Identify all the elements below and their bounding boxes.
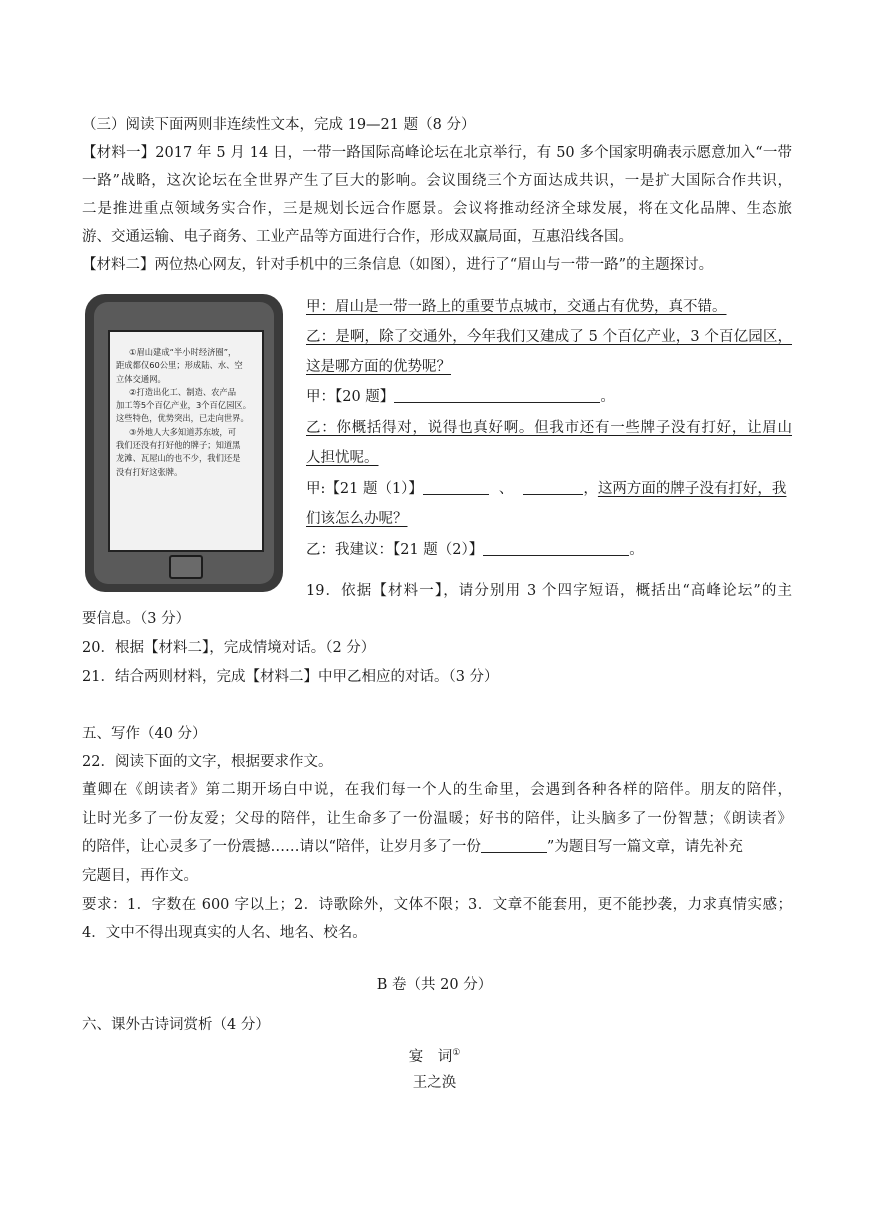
dialogue-line-3 — [306, 357, 792, 377]
dialogue-text: 乙：我建议：【21 题（2）】 — [306, 542, 484, 558]
prompt-text: ”为题目写一篇文章，请先补充 — [546, 839, 743, 855]
answer-blank-21-2[interactable] — [483, 541, 629, 556]
question-19-line-1: 19．依据【材料一】，请分别用 3 个四字短语，概括出“高峰论坛”的主 — [306, 583, 792, 599]
dialogue-text: 们该怎么办呢？ — [306, 511, 408, 527]
poem-title — [0, 1043, 869, 1067]
phone-line: 龙滩、瓦屋山的也不少，我们还是 — [116, 453, 241, 464]
dialogue-text: 甲：眉山是一带一路上的重要节点城市，交通占有优势，真不错。 — [306, 299, 727, 315]
phone-line: 这些特色，优势突出，已走向世界。 — [116, 413, 249, 424]
dialogue-text: 甲:【21 题（1）】 — [306, 481, 423, 497]
requirements-line-1: 要求：1．字数在 600 字以上；2．诗歌除外，文体不限；3．文章不能套用，更不能抄袭，力求真情实感； — [82, 897, 792, 913]
dialogue-text: 乙：是啊，除了交通外，今年我们又建成了 5 个百亿产业，3 个百亿园区， — [306, 329, 792, 345]
phone-home-button-icon — [169, 555, 203, 579]
question-19-line-2: 要信息。（3 分） — [82, 611, 191, 627]
dialogue-line-8 — [306, 509, 792, 529]
requirements-line-2: 4．文中不得出现真实的人名、地名、校名。 — [82, 925, 367, 941]
answer-blank-21-1b[interactable] — [523, 480, 583, 495]
dialogue-line-2 — [306, 327, 792, 347]
phone-line: 没有打好这张牌。 — [116, 466, 183, 477]
dialogue-line-6 — [306, 448, 792, 468]
part-b-heading: B 卷（共 20 分） — [376, 977, 493, 993]
poem-author: 王之涣 — [412, 1075, 457, 1091]
prompt-text: 的陪伴，让心灵多了一份震撼……请以“陪伴，让岁月多了一份 — [82, 839, 481, 855]
dialogue-text: 、 — [498, 481, 514, 497]
phone-line: ①眉山建成“半小时经济圈”， — [129, 347, 237, 357]
phone-screen — [108, 330, 264, 552]
phone-body — [94, 302, 274, 584]
phone-line: ③外地人大多知道苏东坡，可 — [129, 426, 237, 437]
dialogue-text: 乙：你概括得对，说得也真好啊。但我市还有一些牌子没有打好，让眉山 — [306, 420, 792, 436]
poem-footnote-mark: ① — [452, 1048, 461, 1058]
dialogue-line-4 — [306, 387, 792, 407]
prompt-line-2: 让时光多了一份友爱；父母的陪伴，让生命多了一份温暖；好书的陪伴，让头脑多了一份智慧；《朗读者》 — [82, 811, 792, 827]
material-1-line-4: 游、交通运输、电子商务、工业产品等方面进行合作，形成双赢局面，互惠沿线各国。 — [82, 229, 633, 245]
dialogue-line-5 — [306, 418, 792, 438]
phone-illustration — [85, 294, 283, 592]
section-3-heading: （三）阅读下面两则非连续性文本，完成 19—21 题（8 分） — [82, 117, 476, 133]
phone-line: 距成都仅60公里；形成陆、水、空 — [116, 360, 243, 371]
section-6-heading: 六、课外古诗词赏析（4 分） — [82, 1017, 270, 1033]
answer-blank-20[interactable] — [394, 388, 600, 403]
phone-line: 我们还没有打好他的牌子；知道黑 — [116, 440, 241, 451]
dialogue-text: 。 — [629, 542, 644, 558]
material-1-line-1: 【材料一】2017 年 5 月 14 日，一带一路国际高峰论坛在北京举行，有 50 多个国家明确表示愿意加入“一带 — [82, 145, 792, 161]
material-1-line-2: 一路”战略，这次论坛在全世界产生了巨大的影响。会议围绕三个方面达成共识，一是扩大国际合作共识， — [82, 173, 792, 189]
section-5-heading: 五、写作（40 分） — [82, 726, 207, 742]
dialogue-text: 甲：【20 题】 — [306, 389, 395, 405]
dialogue-line-9 — [306, 540, 792, 560]
question-20: 20．根据【材料二】，完成情境对话。（2 分） — [82, 640, 376, 656]
title-blank[interactable] — [481, 838, 547, 853]
dialogue-text: 。 — [600, 389, 615, 405]
phone-line: 立体交通网。 — [116, 373, 166, 384]
answer-blank-21-1a[interactable] — [423, 480, 489, 495]
dialogue-text: 这是哪方面的优势呢？ — [306, 359, 451, 375]
question-21: 21．结合两则材料，完成【材料二】中甲乙相应的对话。（3 分） — [82, 669, 499, 685]
prompt-line-3 — [82, 837, 792, 857]
prompt-line-4: 完题目，再作文。 — [82, 868, 198, 884]
phone-screen-text — [116, 346, 258, 479]
dialogue-text: 人担忧呢。 — [306, 450, 379, 466]
dialogue-line-7 — [306, 479, 792, 499]
dialogue-text: ， — [583, 481, 598, 497]
question-22: 22．阅读下面的文字，根据要求作文。 — [82, 754, 333, 770]
material-1-line-3: 二是推进重点领域务实合作，三是规划长远合作愿景。会议将推动经济全球发展，将在文化品牌、生态旅 — [82, 201, 792, 217]
phone-line: 加工等5个百亿产业，3个百亿园区。 — [116, 400, 252, 411]
poem-title-text: 宴 词 — [408, 1048, 453, 1065]
material-2-intro: 【材料二】两位热心网友，针对手机中的三条信息（如图），进行了“眉山与一带一路”的主题探讨。 — [82, 257, 714, 273]
dialogue-text: 这两方面的牌子没有打好，我 — [597, 481, 787, 497]
prompt-line-1: 董卿在《朗读者》第二期开场白中说，在我们每一个人的生命里，会遇到各种各样的陪伴。朋友的陪伴， — [82, 782, 792, 798]
dialogue-line-1 — [306, 297, 792, 317]
phone-line: ②打造出化工、制造、农产品 — [129, 386, 237, 397]
